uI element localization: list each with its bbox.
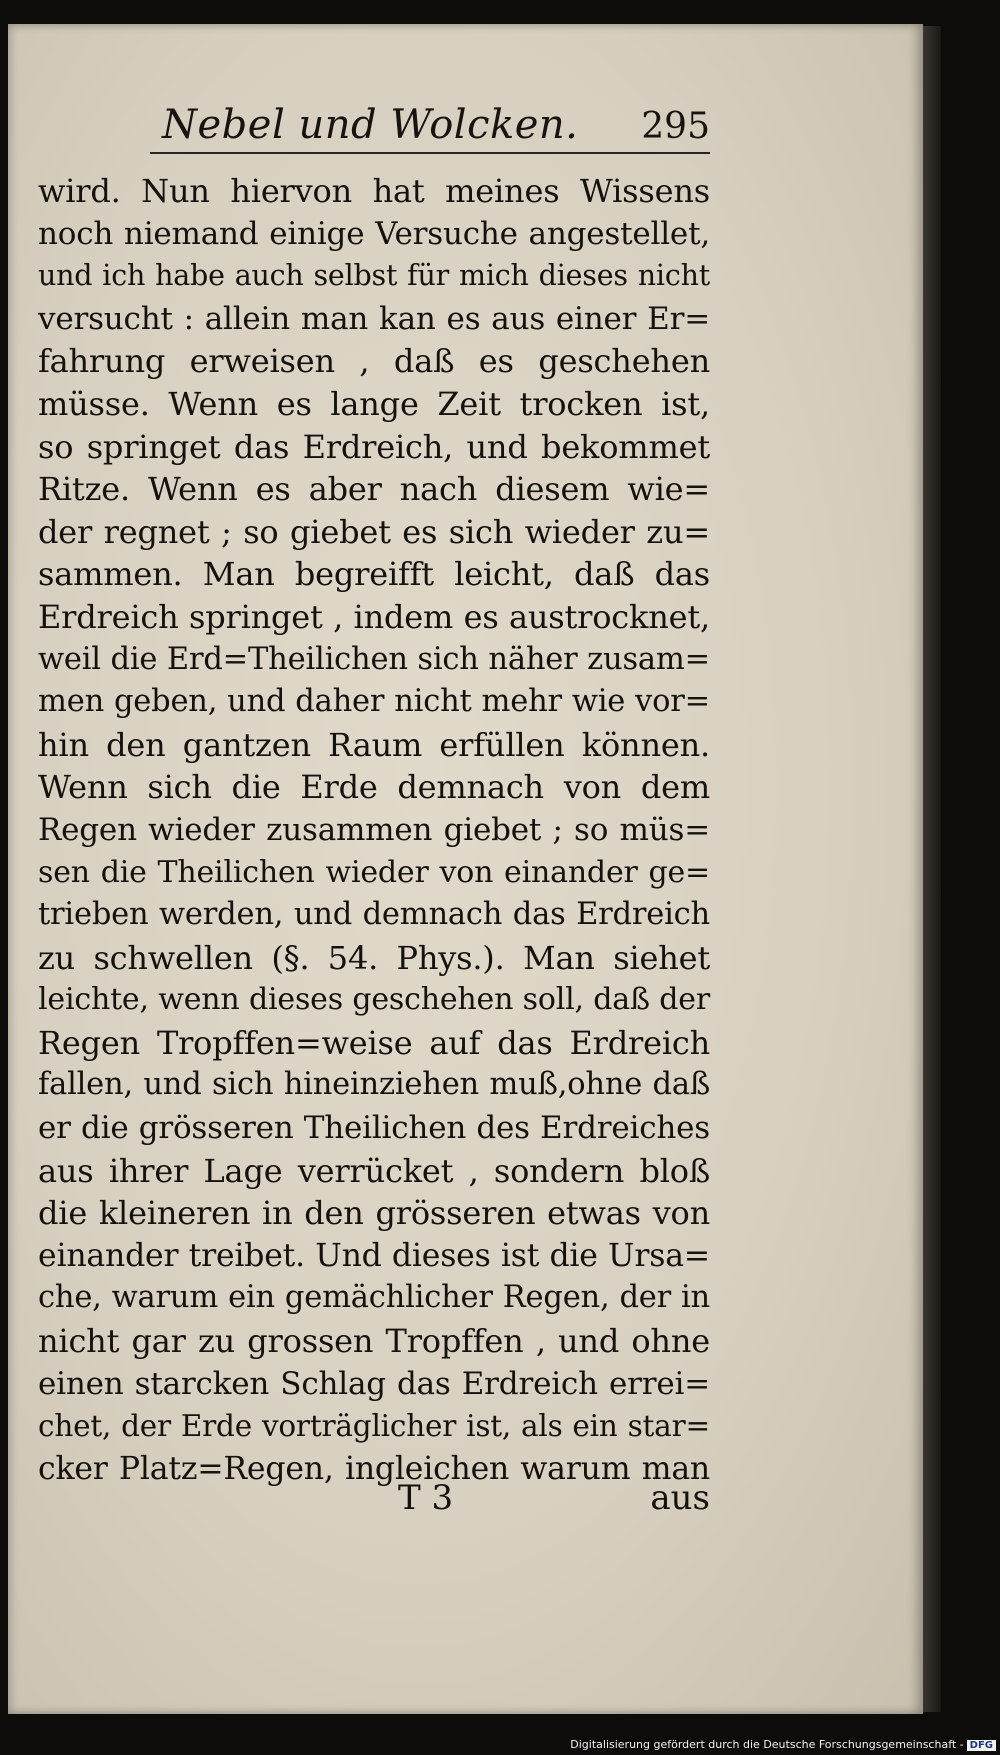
text-line: trieben werden, und demnach das Erdreich (38, 897, 710, 933)
text-line: Erdreich springet , indem es austrocknet, (38, 597, 710, 636)
text-line: die kleineren in den grösseren etwas von (38, 1194, 710, 1233)
page-footer (38, 1478, 710, 1528)
text-line: wird. Nun hiervon hat meines Wissens (38, 172, 710, 210)
page-header (150, 96, 710, 158)
page-number: 295 (641, 106, 710, 147)
text-line: fahrung erweisen , daß es geschehen (38, 342, 710, 381)
text-line: einen starcken Schlag das Erdreich errei= (38, 1365, 710, 1402)
text-line: sen die Theilichen wieder von einander ge= (38, 854, 710, 890)
running-title: Nebel und Wolcken. (162, 102, 579, 148)
text-line: versucht : allein man kan es aus einer Er= (38, 300, 710, 337)
text-line: Regen wieder zusammen giebet ; so müs= (38, 811, 710, 848)
dfg-logo: DFG (967, 1740, 996, 1751)
text-line: cker Platz=Regen, ingleichen warum man (38, 1450, 710, 1487)
text-line: müsse. Wenn es lange Zeit trocken ist, (38, 384, 710, 423)
text-line: noch niemand einige Versuche angestellet, (38, 215, 710, 252)
text-line: aus ihrer Lage verrücket , sondern bloß (38, 1151, 710, 1190)
text-line: leichte, wenn dieses geschehen soll, daß der (38, 982, 710, 1018)
text-line: so springet das Erdreich, und bekommet (38, 427, 710, 466)
text-line: und ich habe auch selbst für mich dieses nicht (38, 259, 710, 293)
text-line: fallen, und sich hineinziehen muß,ohne daß (38, 1067, 710, 1103)
catchword: aus (650, 1478, 710, 1518)
text-line: nicht gar zu grossen Tropffen , und ohne (38, 1322, 710, 1361)
header-rule (150, 152, 710, 154)
text-line: Ritze. Wenn es aber nach diesem wie= (38, 470, 710, 509)
credit-text: Digitalisierung gefördert durch die Deutsche Forschungsgemeinschaft - (570, 1738, 964, 1751)
page-edge (923, 26, 941, 1712)
digitization-credit (570, 1738, 996, 1751)
text-line: Regen Tropffen=weise auf das Erdreich (38, 1023, 710, 1062)
text-line: sammen. Man begreifft leicht, daß das (38, 555, 710, 594)
text-line: hin den gantzen Raum erfüllen können. (38, 725, 710, 764)
text-line: einander treibet. Und dieses ist die Ursa= (38, 1237, 710, 1274)
text-line: men geben, und daher nicht mehr wie vor= (38, 684, 710, 720)
signature-mark: T 3 (398, 1478, 454, 1518)
text-line: zu schwellen (§. 54. Phys.). Man siehet (38, 938, 710, 977)
body-text (38, 170, 710, 1490)
text-line: weil die Erd=Theilichen sich näher zusam= (38, 641, 710, 677)
text-line: er die grösseren Theilichen des Erdreiches (38, 1110, 710, 1147)
text-line: chet, der Erde vorträglicher ist, als ein star= (38, 1409, 710, 1444)
text-line: der regnet ; so giebet es sich wieder zu= (38, 512, 710, 551)
text-line: Wenn sich die Erde demnach von dem (38, 768, 710, 807)
text-line: che, warum ein gemächlicher Regen, der in (38, 1280, 710, 1316)
